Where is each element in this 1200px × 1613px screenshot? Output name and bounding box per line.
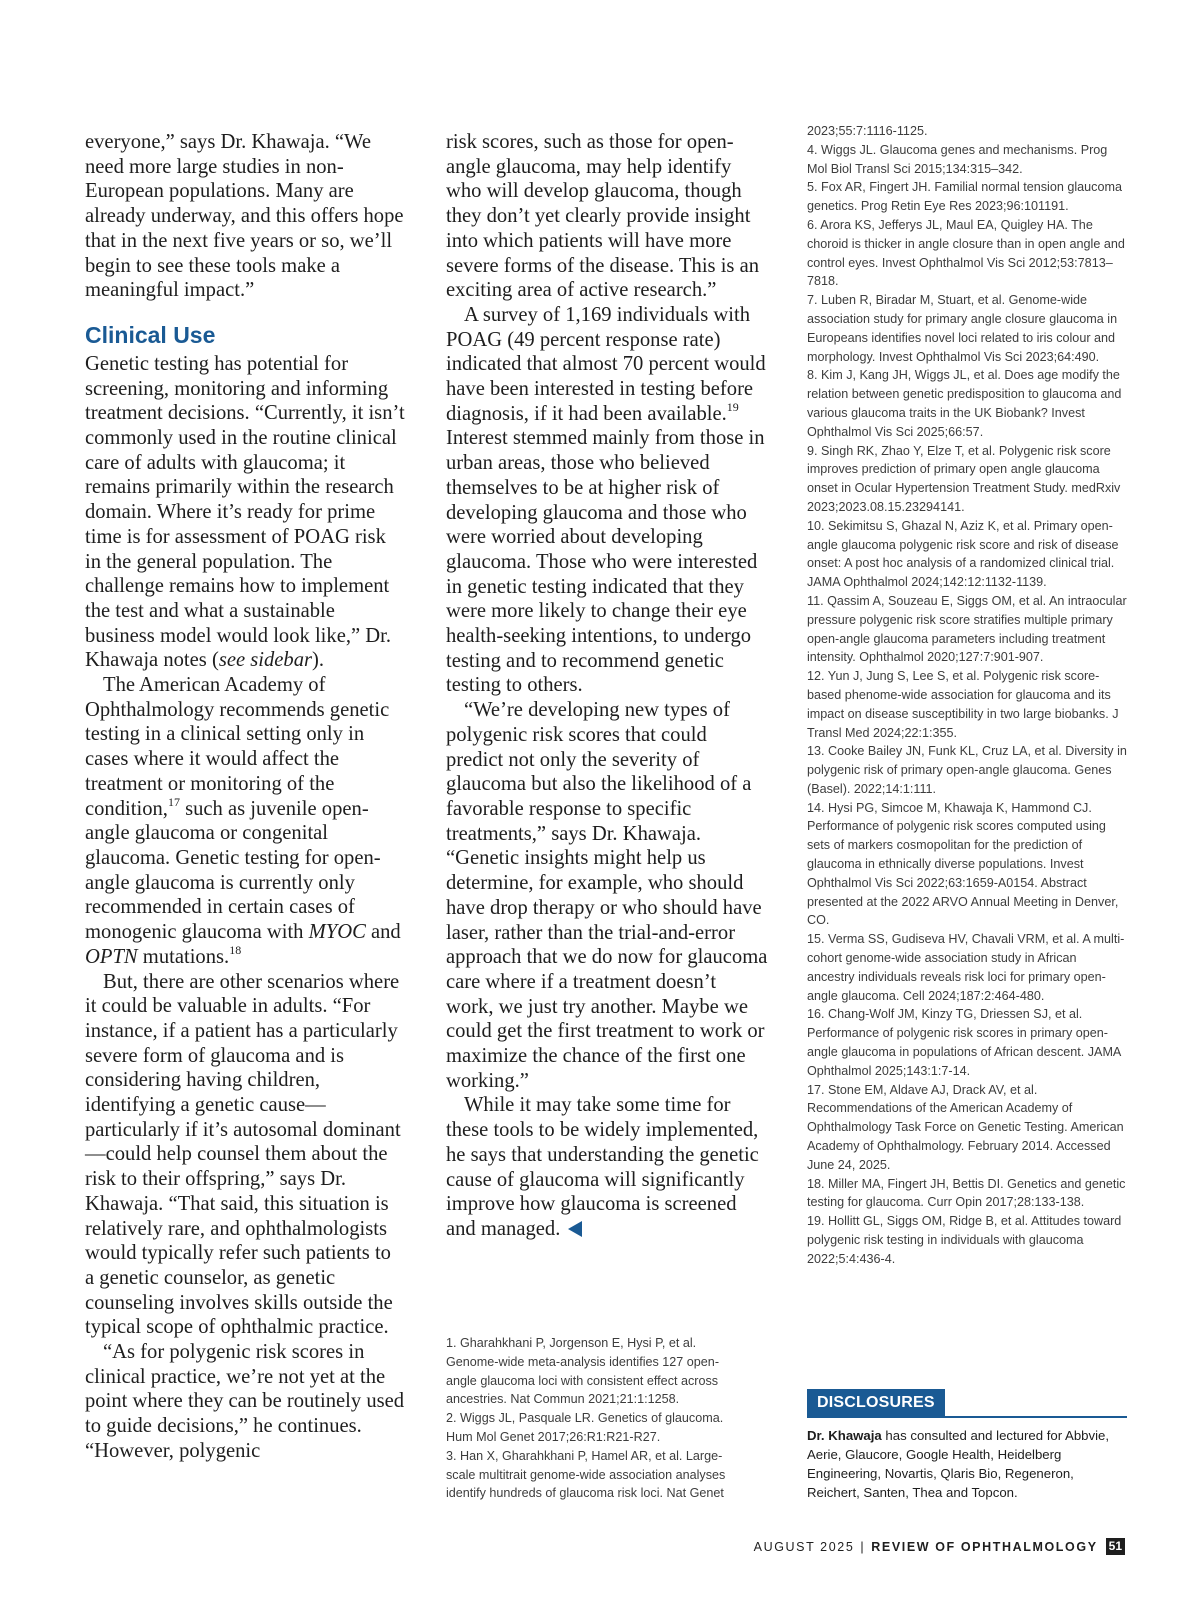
citation-superscript: 17	[167, 794, 180, 809]
reference-item: 17. Stone EM, Aldave AJ, Drack AV, et al. Recommendations of the American Academy of Ophthalmology Task Force on Genetic Testing. American Academy of Ophthalmology. February 2014. Accessed June 24, 2025.	[807, 1082, 1124, 1172]
citation-superscript: 18	[229, 942, 242, 957]
gene-name: MYOC	[308, 921, 366, 944]
page-number: 51	[1106, 1538, 1125, 1555]
reference-item: 15. Verma SS, Gudiseva HV, Chavali VRM, et al. A multi-cohort genome-wide association study in African ancestry individuals reveals risk loci for primary open-angle glaucoma. Cell 2024;187:2:464-480.	[807, 932, 1125, 1003]
reference-item: 7. Luben R, Biradar M, Stuart, et al. Genome-wide association study for primary angle closure glaucoma in Europeans identifies novel loci related to iris colour and morphology. Invest Ophthalmol Vis Sci 2023;64:490.	[807, 293, 1118, 364]
reference-item: 1. Gharahkhani P, Jorgenson E, Hysi P, et al. Genome-wide meta-analysis identifies 127 open-angle glaucoma loci with consistent effect across ancestries. Nat Commun 2021;21:1:1258.	[446, 1336, 720, 1407]
article-column-1	[85, 130, 405, 1464]
paragraph: While it may take some time for these tools to be widely implemented, he says that understanding the genetic cause of glaucoma will significantly improve how glaucoma is screened and managed.	[446, 1094, 759, 1240]
paragraph: “We’re developing new types of polygenic risk scores that could predict not only the severity of glaucoma but also the likelihood of a favorable response to specific treatments,” says Dr. Khawaja. “Genetic insights might help us determine, for example, who should have drop therapy or who should have laser, rather than the trial-and-error approach that we do now for glaucoma care where if a treatment doesn’t work, we just try another. Maybe we could get the first treatment to work or maximize the chance of the first one working.”	[446, 699, 768, 1092]
reference-item: 11. Qassim A, Souzeau E, Siggs OM, et al. An intraocular pressure polygenic risk score stratifies multiple primary open-angle glaucoma parameters including treatment intensity. Ophthalmol 2020;127:7:901-907.	[807, 593, 1127, 665]
page-footer	[754, 1538, 1125, 1555]
reference-item: 9. Singh RK, Zhao Y, Elze T, et al. Polygenic risk score improves prediction of primary open angle glaucoma onset in Ocular Hypertension Treatment Study. medRxiv 2023;2023.08.15.23294141.	[807, 443, 1121, 514]
reference-item: 8. Kim J, Kang JH, Wiggs JL, et al. Does age modify the relation between genetic predisposition to glaucoma and various glaucoma traits in the UK Biobank? Invest Ophthalmol Vis Sci 2025;66:57.	[807, 368, 1122, 439]
disclosure-text: has consulted and lectured for Abbvie, Aerie, Glaucore, Google Health, Heidelberg Engineering, Novartis, Qlaris Bio, Regeneron, Reichert, Santen, Thea and Topcon.	[807, 1428, 1110, 1500]
references-list-right	[807, 122, 1127, 1269]
gene-name: OPTN	[85, 945, 138, 968]
reference-item: 6. Arora KS, Jefferys JL, Maul EA, Quigley HA. The choroid is thicker in angle closure than in open angle and control eyes. Invest Ophthalmol Vis Sci 2012;53:7813–7818.	[807, 217, 1125, 289]
citation-superscript: 19	[726, 399, 739, 414]
footer-separator: |	[860, 1539, 866, 1554]
magazine-title: REVIEW OF OPHTHALMOLOGY	[871, 1539, 1098, 1554]
reference-item: 14. Hysi PG, Simcoe M, Khawaja K, Hammond CJ. Performance of polygenic risk scores computed using sets of markers cosmopolitan for the prediction of glaucoma in ethnically diverse populations. Invest Ophthalmol Vis Sci 2022;63:1659-A0154. Abstract presented at the 2022 ARVO Annual Meeting in Denver, CO.	[807, 800, 1119, 928]
reference-item: 13. Cooke Bailey JN, Funk KL, Cruz LA, et al. Diversity in polygenic risk of primary open-angle glaucoma. Genes (Basel). 2022;14:1:111.	[807, 744, 1127, 796]
disclosure-name: Dr. Khawaja	[807, 1428, 882, 1443]
references-list-mid	[446, 1334, 746, 1503]
reference-item: 12. Yun J, Jung S, Lee S, et al. Polygenic risk score-based phenome-wide association for glaucoma and its impact on disease susceptibility in two large biobanks. J Transl Med 2024;22:1:355.	[807, 669, 1119, 740]
reference-item: 4. Wiggs JL. Glaucoma genes and mechanisms. Prog Mol Biol Transl Sci 2015;134:315–342.	[807, 142, 1108, 176]
reference-item: 2. Wiggs JL, Pasquale LR. Genetics of glaucoma. Hum Mol Genet 2017;26:R1:R21-R27.	[446, 1411, 724, 1444]
issue-date: AUGUST 2025	[753, 1539, 855, 1554]
reference-item: 5. Fox AR, Fingert JH. Familial normal tension glaucoma genetics. Prog Retin Eye Res 2023;96:101191.	[807, 180, 1122, 214]
section-heading: Clinical Use	[85, 321, 216, 348]
reference-item: 16. Chang-Wolf JM, Kinzy TG, Driessen SJ, et al. Performance of polygenic risk scores in primary open-angle glaucoma in populations of African descent. JAMA Ophthalmol 2025;143:1:7-14.	[807, 1007, 1121, 1078]
reference-item: 19. Hollitt GL, Siggs OM, Ridge B, et al. Attitudes toward polygenic risk testing in individuals with glaucoma 2022;5:4:436-4.	[807, 1214, 1122, 1266]
paragraph: “As for polygenic risk scores in clinical practice, we’re not yet at the point where they can be routinely used to guide decisions,” he continues. “However, polygenic	[85, 1341, 405, 1462]
reference-item: 18. Miller MA, Fingert JH, Bettis DI. Genetics and genetic testing for glaucoma. Curr Opin 2017;28:133-138.	[807, 1176, 1126, 1210]
paragraph: Genetic testing has potential for screening, monitoring and informing treatment decisions. “Currently, it isn’t commonly used in the routine clinical care of adults with glaucoma; it remains primarily within the research domain. Where it’s ready for prime time is for assessment of POAG risk in the general population. The challenge remains how to implement the test and what a sustainable business model would look like,” Dr. Khawaja notes (see sidebar).	[85, 352, 405, 672]
reference-item: 10. Sekimitsu S, Ghazal N, Aziz K, et al. Primary open-angle glaucoma polygenic risk score and risk of disease onset: A post hoc analysis of a randomized clinical trial. JAMA Ophthalmol 2024;142:12:1132-1139.	[807, 518, 1119, 590]
sidebar-reference: see sidebar	[218, 649, 313, 672]
paragraph: The American Academy of Ophthalmology recommends genetic testing in a clinical setting only in cases where it would affect the treatment or monitoring of the condition,$^{17}$ such as juvenile open-angle glaucoma or congenital glaucoma. Genetic testing for open-angle glaucoma is currently only recommended in certain cases of monogenic glaucoma with MYOC and OPTN mutations.$^{18}$	[85, 674, 401, 968]
end-of-article-icon	[568, 1221, 582, 1237]
paragraph: A survey of 1,169 individuals with POAG (49 percent response rate) indicated that almost 70 percent would have been interested in testing before diagnosis, if it had been available.$^{19}$ Interest stemmed mainly from those in urban areas, those who believed themselves to be at higher risk of developing glaucoma and those who were worried about developing glaucoma. Those who were interested in genetic testing indicated that they were more likely to change their eye health-seeking intentions, to undergo testing and to recommend genetic testing to others.	[446, 303, 766, 697]
disclosures-title: DISCLOSURES	[807, 1389, 945, 1416]
disclosures-body	[807, 1426, 1127, 1502]
disclosures-header	[807, 1389, 1127, 1418]
reference-item: 3. Han X, Gharahkhani P, Hamel AR, et al. Large-scale multitrait genome-wide association analyses identify hundreds of glaucoma risk loci. Nat Genet	[446, 1448, 726, 1501]
paragraph: But, there are other scenarios where it could be valuable in adults. “For instance, if a patient has a particularly severe form of glaucoma and is considering having children, identifying a genetic cause—particularly if it’s autosomal dominant—could help counsel them about the risk to their offspring,” says Dr. Khawaja. “That said, this situation is relatively rare, and ophthalmologists would typically refer such patients to a genetic counselor, as genetic counseling involves skills outside the typical scope of ophthalmic practice.	[85, 970, 401, 1339]
reference-item: 2023;55:7:1116-1125.	[807, 124, 928, 138]
paragraph: risk scores, such as those for open-angle glaucoma, may help identify who will develop glaucoma, though they don’t yet clearly provide insight into which patients will have more severe forms of the disease. This is an exciting area of active research.”	[446, 131, 760, 302]
article-column-2	[446, 130, 768, 1242]
paragraph: everyone,” says Dr. Khawaja. “We need more large studies in non-European populations. Many are already underway, and this offers hope that in the next five years or so, we’ll begin to see these tools make a meaningful impact.”	[85, 131, 404, 302]
